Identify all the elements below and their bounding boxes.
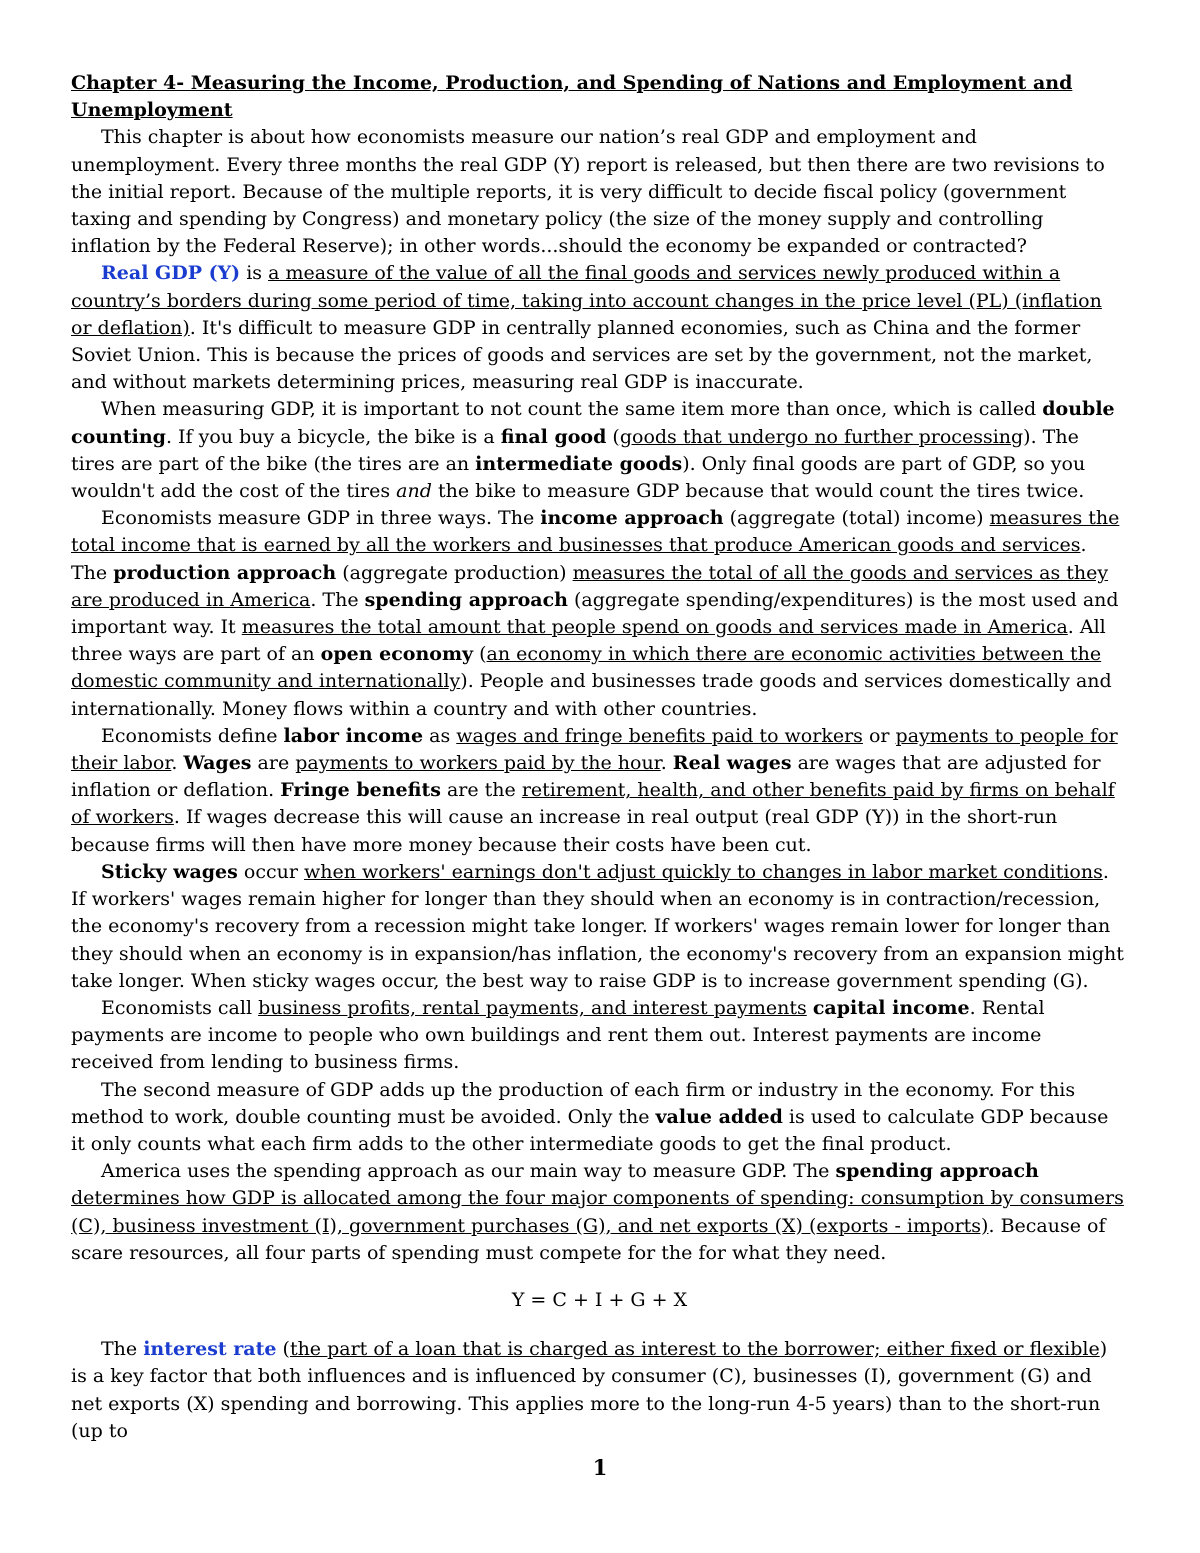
spending-approach-paragraph [71,1158,1128,1267]
text-run: ( [276,1338,290,1361]
text-run: . [660,752,673,775]
labor-income-term: labor income [283,724,424,747]
text-run: (aggregate spending/expenditures) is the most used and important way. It [71,588,1119,639]
three-approaches-paragraph [71,505,1128,723]
text-run: The second measure of GDP adds up the production of each firm or industry in the economy. For this method to work, double counting must be avoided. Only the [71,1078,1076,1128]
real-gdp-definition: a measure of the value of all the final goods and services newly produced within a country’s borders during some period of time, taking into account changes in the price level (PL) (inflation or deflation) [71,262,1102,339]
value-added-term: value added [655,1105,783,1128]
real-gdp-term: Real GDP (Y) [101,262,241,285]
text-run: . Rental payments are income to people who own buildings and rent them out. Interest payments are income received from lending to business firms. [71,996,1045,1074]
capital-income-term: capital income [812,996,970,1019]
spending-components-definition: determines how GDP is allocated among the four major components of spending: consumption by consumers (C), business investment (I), government purchases (G), and net exports (X) (exports - imports) [71,1187,1124,1237]
labor-income-definition-alt: payments to people for their labor [71,724,1118,775]
text-run: is [240,262,269,285]
italic-and: and [396,480,432,503]
text-run: . If wages decrease this will cause an increase in real output (real GDP (Y)) in the short-run because firms will then have more money because their costs have been cut. [71,806,1058,856]
labor-income-definition: wages and fringe benefits paid to workers [456,724,863,747]
text-run: Economists define [101,724,284,747]
text-run: are wages that are adjusted for inflation or deflation. [71,752,1101,802]
text-run: . If workers' wages remain higher for longer than they should when an economy is in contraction/recession, the economy's recovery from a recession might take longer. If workers' wages remain lower for longer than they should when an economy is in expansion/has inflation, the economy's recovery from an expansion might take longer. When sticky wages occur, the best way to raise GDP is to increase government spending (G). [71,860,1124,992]
text-run: America uses the spending approach as our main way to measure GDP. The [101,1160,836,1183]
real-gdp-paragraph [71,260,1128,396]
text-run: or [862,724,896,747]
real-wages-term: Real wages [672,752,792,775]
page-number: 1 [592,1455,608,1480]
text-run: as [423,724,457,747]
text-run: . The [310,588,365,611]
text-run: . All three ways are part of an [71,616,1106,666]
double-counting-paragraph [71,396,1128,505]
text-run: ( [473,643,487,666]
text-run: (aggregate (total) income) [723,507,990,530]
wages-definition: payments to workers paid by the hour [295,752,661,775]
final-good-definition: goods that undergo no further processing [619,425,1024,448]
final-good-term: final good [500,425,607,448]
spending-approach-term-2: spending approach [835,1160,1039,1183]
fringe-benefits-definition: retirement, health, and other benefits paid by firms on behalf of workers [71,779,1115,829]
text-run: . The [71,534,1087,584]
text-run: ). The tires are part of the bike (the tires are an [71,425,1079,475]
double-counting-term: double counting [71,398,1115,448]
income-approach-term: income approach [540,507,724,530]
open-economy-definition: an economy in which there are economic activities between the domestic community and internationally [71,643,1102,693]
text-run: are [251,752,296,775]
text-run: . If you buy a bicycle, the bike is a [165,425,501,448]
text-run: The [101,1338,144,1361]
production-approach-definition: measures the total of all the goods and services as they are produced in America [71,561,1109,611]
text-run: (aggregate production) [336,561,573,584]
capital-income-paragraph [71,995,1128,1077]
text-run: ) is a key factor that both influences and is influenced by consumer (C), businesses (I), government (G) and net exports (X) spending and borrowing. This applies more to the long-run 4-5 years) than to the short-run (up to [71,1338,1108,1442]
text-run: are the [440,779,522,802]
text-run: occur [237,860,304,883]
intermediate-goods-term: intermediate goods [475,452,683,475]
text-run: ). Only final goods are part of GDP, so you wouldn't add the cost of the tires [71,452,1086,503]
text-run: Economists call [101,996,259,1019]
spending-approach-definition: measures the total amount that people spend on goods and services made in America [241,616,1068,639]
intro-paragraph: This chapter is about how economists measure our nation’s real GDP and employment and unemployment. Every three months the real GDP (Y) report is released, but then there are two revisions to the initial report. Because of the multiple reports, it is very difficult to decide fiscal policy (government taxing and spending by Congress) and monetary policy (the size of the money supply and controlling inflation by the Federal Reserve); in other words...should the economy be expanded or contracted? [71,126,1105,258]
capital-income-definition: business profits, rental payments, and interest payments [258,996,807,1019]
sticky-wages-paragraph [71,859,1128,995]
spending-approach-term: spending approach [364,588,568,611]
interest-rate-term: interest rate [143,1338,277,1361]
text-run: is used to calculate GDP because it only counts what each firm adds to the other intermediate goods to get the final product. [71,1105,1109,1155]
text-run: the bike to measure GDP because that would count the tires twice. [431,480,1085,503]
labor-income-paragraph [71,723,1128,859]
income-approach-definition: measures the total income that is earned by all the workers and businesses that produce American goods and services [71,507,1120,557]
text-run: . [171,752,184,775]
wages-term: Wages [183,752,252,775]
interest-rate-definition: the part of a loan that is charged as interest to the borrower; either fixed or flexible [289,1338,1100,1361]
open-economy-term: open economy [320,643,474,666]
text-run: When measuring GDP, it is important to not count the same item more than once, which is called [101,398,1043,421]
value-added-paragraph [71,1077,1128,1159]
text-run: ). People and businesses trade goods and services domestically and internationally. Money flows within a country and with other countries. [71,670,1112,720]
sticky-wages-definition: when workers' earnings don't adjust quickly to changes in labor market conditions [303,860,1103,883]
text-run: . It's difficult to measure GDP in centrally planned economies, such as China and the former Soviet Union. This is because the prices of goods and services are set by the government, not the market, and without markets determining prices, measuring real GDP is inaccurate. [71,316,1093,394]
text-run: ( [606,425,620,448]
interest-rate-paragraph [71,1336,1128,1445]
production-approach-term: production approach [113,561,337,584]
sticky-wages-term: Sticky wages [101,860,238,883]
chapter-title: Chapter 4- Measuring the Income, Production, and Spending of Nations and Employment and Unemployment [71,72,1073,122]
gdp-equation: Y = C + I + G + X [511,1288,688,1311]
text-run: Economists measure GDP in three ways. The [101,507,541,530]
text-run: . Because of scare resources, all four parts of spending must compete for the for what they need. [71,1214,1106,1264]
fringe-benefits-term: Fringe benefits [280,779,441,802]
